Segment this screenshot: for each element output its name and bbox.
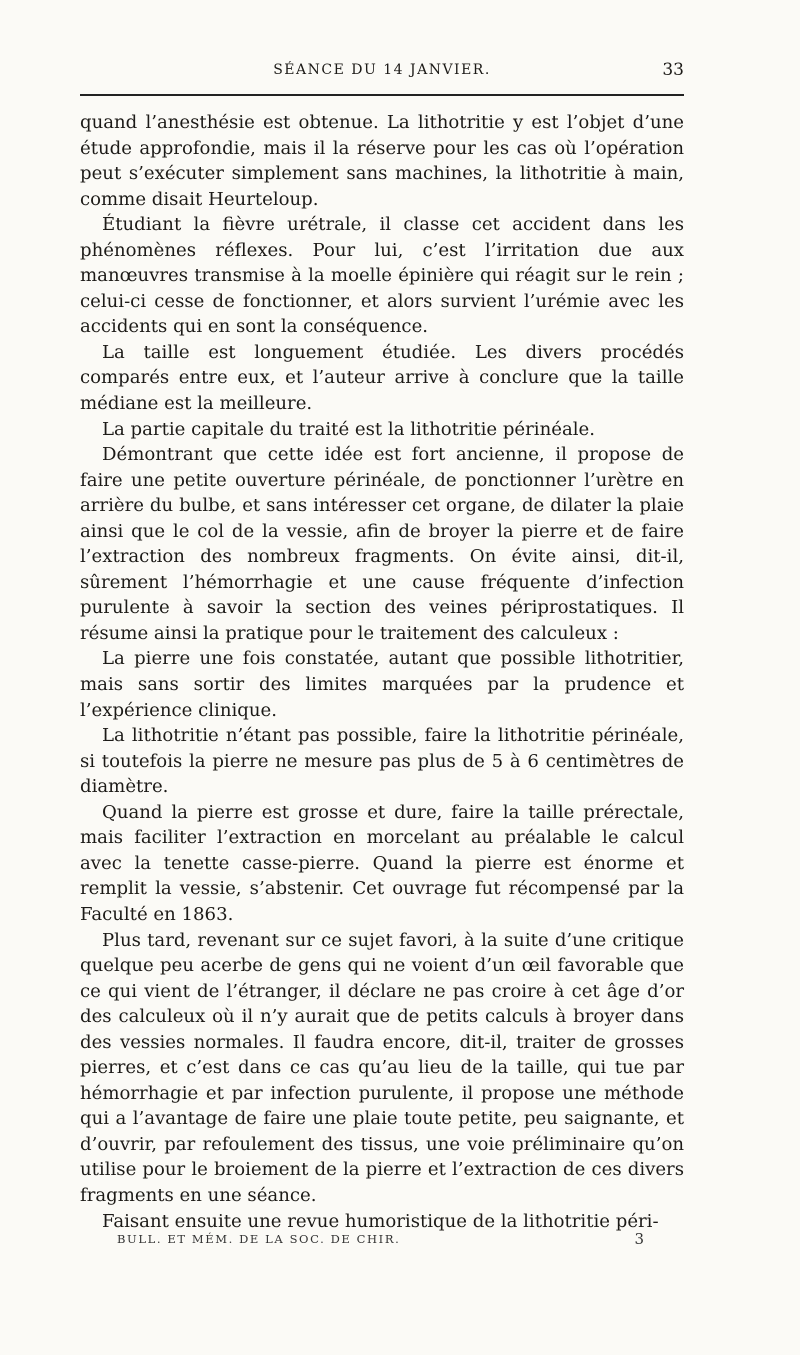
running-title: SÉANCE DU 14 JANVIER. (273, 62, 491, 78)
header-rule (80, 94, 684, 96)
paragraph: Quand la pierre est grosse et dure, faire la taille prérectale, mais faciliter l’extraction en morcelant au préalable le calcul avec la tenette casse-pierre. Quand la pierre est énorme et remplit la vessie, s’abstenir. Cet ouvrage fut récompensé par la Faculté en 1863. (80, 801, 684, 925)
paragraph: La partie capitale du traité est la lithotritie périnéale. (102, 418, 595, 440)
page-header (80, 62, 684, 84)
page-footer (80, 1232, 684, 1252)
paragraph: Faisant ensuite une revue humoristique de la lithotritie péri- (102, 1210, 659, 1232)
signature-mark: 3 (634, 1230, 644, 1248)
footer-text: BULL. ET MÉM. DE LA SOC. DE CHIR. (117, 1232, 401, 1246)
paragraph: La lithotritie n’étant pas possible, faire la lithotritie périnéale, si toutefois la pierre ne mesure pas plus de 5 à 6 centimètres de diamètre. (80, 725, 684, 798)
paragraph: La pierre une fois constatée, autant que possible lithotritier, mais sans sortir des limites marquées par la prudence et l’expérience clinique. (80, 648, 684, 721)
body-text (80, 110, 684, 1234)
paragraph: Plus tard, revenant sur ce sujet favori, à la suite d’une critique quelque peu acerbe de gens qui ne voient d’un œil favorable que ce qui vient de l’étranger, il déclare ne pas croire à cet âge d’or des calculeux où il n’y aurait que de petits calculs à broyer dans des vessies normales. Il faudra encore, dit-il, traiter de grosses pierres, et c’est dans ce cas qu’au lieu de la taille, qui tue par hémorrhagie et par infection purulente, il propose une méthode qui a l’avantage de faire une plaie toute petite, peu saignante, et d’ouvrir, par refoulement des tissus, une voie préliminaire qu’on utilise pour le broiement de la pierre et l’extraction de ces divers fragments en une séance. (80, 929, 684, 1206)
paragraph: Étudiant la fièvre urétrale, il classe cet accident dans les phénomènes réflexes. Pour lui, c’est l’irritation due aux manœuvres transmise à la moelle épinière qui réagit sur le rein ; celui-ci cesse de fonctionner, et alors survient l’urémie avec les accidents qui en sont la conséquence. (80, 214, 684, 338)
paragraph: Démontrant que cette idée est fort ancienne, il propose de faire une petite ouverture périnéale, de ponctionner l’urètre en arrière du bulbe, et sans intéresser cet organe, de dilater la plaie ainsi que le col de la vessie, afin de broyer la pierre et de faire l’extraction des nombreux fragments. On évite ainsi, dit-il, sûrement l’hémorrhagie et une cause fréquente d’infection purulente à savoir la section des veines périprostatiques. Il résume ainsi la pratique pour le traitement des calculeux : (80, 444, 684, 644)
page-number: 33 (662, 60, 684, 80)
paragraph: La taille est longuement étudiée. Les divers procédés comparés entre eux, et l’auteur arrive à conclure que la taille médiane est la meilleure. (80, 341, 684, 415)
paragraph: quand l’anesthésie est obtenue. La lithotritie y est l’objet d’une étude approfondie, mais il la réserve pour les cas où l’opération peut s’exécuter simplement sans machines, la lithotritie à main, comme disait Heurteloup. (80, 112, 684, 210)
